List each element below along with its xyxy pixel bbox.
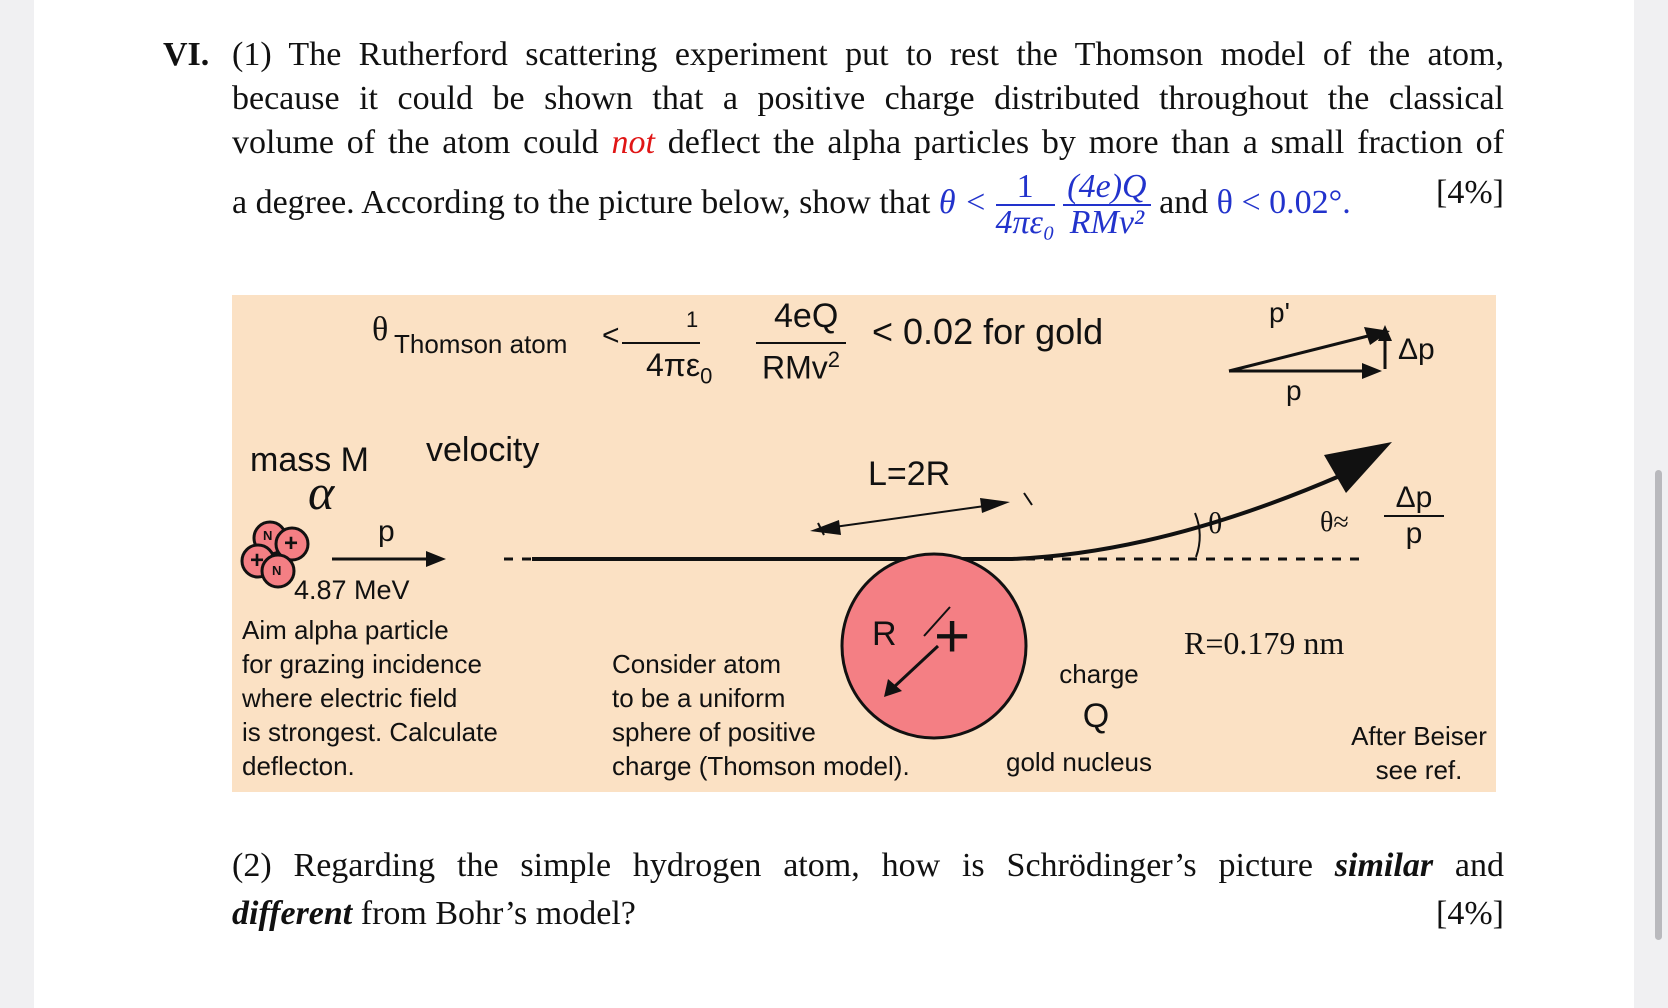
theta-approx: θ≈	[1320, 507, 1349, 538]
scrollbar[interactable]	[1655, 470, 1662, 940]
charge-text: charge	[1059, 659, 1139, 689]
gold-bound: < 0.02 for gold	[872, 311, 1104, 352]
question-2-line-1: (2) Regarding the simple hydrogen atom, how is Schrödinger’s picture similar and	[232, 847, 1505, 884]
alpha-p-arrowhead	[426, 551, 446, 567]
question-2-line-2: different from Bohr’s model? [4%]	[232, 891, 1504, 936]
p-label: p	[1286, 375, 1302, 406]
energy-label: 4.87 MeV	[294, 575, 410, 605]
emphasis-not: not	[611, 124, 655, 161]
line3-post: deflect the alpha particles by more than a small fraction of	[667, 124, 1504, 161]
emphasis-similar: similar	[1334, 847, 1434, 884]
p-arrowhead	[1362, 363, 1382, 379]
question-number: VI.	[163, 36, 210, 73]
mass-label: mass M	[250, 441, 369, 479]
frac2-denominator: RMv$^2$	[762, 347, 841, 386]
theta-angle-label: θ	[1208, 507, 1223, 540]
after-beiser: After Beiser see ref.	[1351, 721, 1487, 785]
nucleon-p1-label: +	[284, 530, 299, 557]
formula-lhs: θ <	[938, 183, 988, 221]
alpha-p-label: p	[378, 515, 395, 548]
sphere-plus: +	[934, 602, 971, 671]
line3-pre: volume of the atom could	[232, 124, 599, 161]
consider-text: Consider atom to be a uniform sphere of positive charge (Thomson model).	[612, 649, 910, 781]
question-line-3	[232, 120, 1504, 165]
aim-text: Aim alpha particle for grazing incidence where electric field is strongest. Calculate deflecton.	[242, 615, 498, 781]
length-arrowhead-right	[980, 498, 1010, 513]
length-arrowhead-left	[810, 520, 841, 535]
charge-q: Q	[1082, 697, 1110, 735]
frac1-numerator: 1	[686, 307, 699, 332]
formula-2: θ < 0.02°.	[1216, 183, 1351, 221]
formula-fraction-2: $\frac{(4e)Q}{\text{RMv²}}$	[1063, 170, 1150, 240]
emphasis-different: different	[232, 895, 353, 932]
p-prime-vector	[1229, 335, 1372, 371]
frac1-denominator: $4\pi\varepsilon_0$	[646, 347, 713, 389]
theta-symbol: θ	[372, 311, 389, 348]
nucleon-n1-label: N	[263, 528, 273, 543]
marks-vi: [4%]	[1436, 174, 1504, 211]
delta-p-label: Δp	[1398, 333, 1435, 366]
gold-nucleus-label: gold nucleus	[1006, 747, 1152, 777]
sphere-radius-label: R	[872, 615, 897, 653]
and-word: and	[1159, 183, 1209, 221]
question-line-4	[232, 170, 1504, 240]
rutherford-figure	[232, 295, 1496, 792]
formula-fraction-1: $\frac{1}{\text{4πε₀}}$	[995, 168, 1055, 241]
ratio-fraction: Δp p	[1384, 481, 1444, 551]
length-arrow	[827, 505, 992, 528]
line4-pre: a degree. According to the picture below, show that	[232, 183, 931, 221]
question-line-1: (1) The Rutherford scattering experiment put to rest the Thomson model of the atom,	[232, 36, 1504, 73]
nucleon-p2-label: +	[250, 547, 265, 574]
question-line-2: because it could be shown that a positive charge distributed throughout the classical	[232, 80, 1504, 117]
alpha-symbol: α	[308, 464, 335, 520]
p-prime-label: p'	[1269, 297, 1290, 328]
trajectory-arrowhead	[1324, 442, 1392, 493]
nucleon-n2-label: N	[272, 563, 282, 578]
marks-2: [4%]	[1436, 895, 1504, 932]
velocity-label: velocity	[426, 431, 540, 469]
thomson-atom-label: Thomson atom	[394, 329, 568, 359]
less-than: <	[602, 319, 620, 352]
radius-value: R=0.179 nm	[1184, 625, 1345, 661]
frac2-numerator: 4eQ	[774, 297, 839, 335]
theta-arc	[1195, 513, 1200, 557]
length-label: L=2R	[868, 455, 951, 493]
